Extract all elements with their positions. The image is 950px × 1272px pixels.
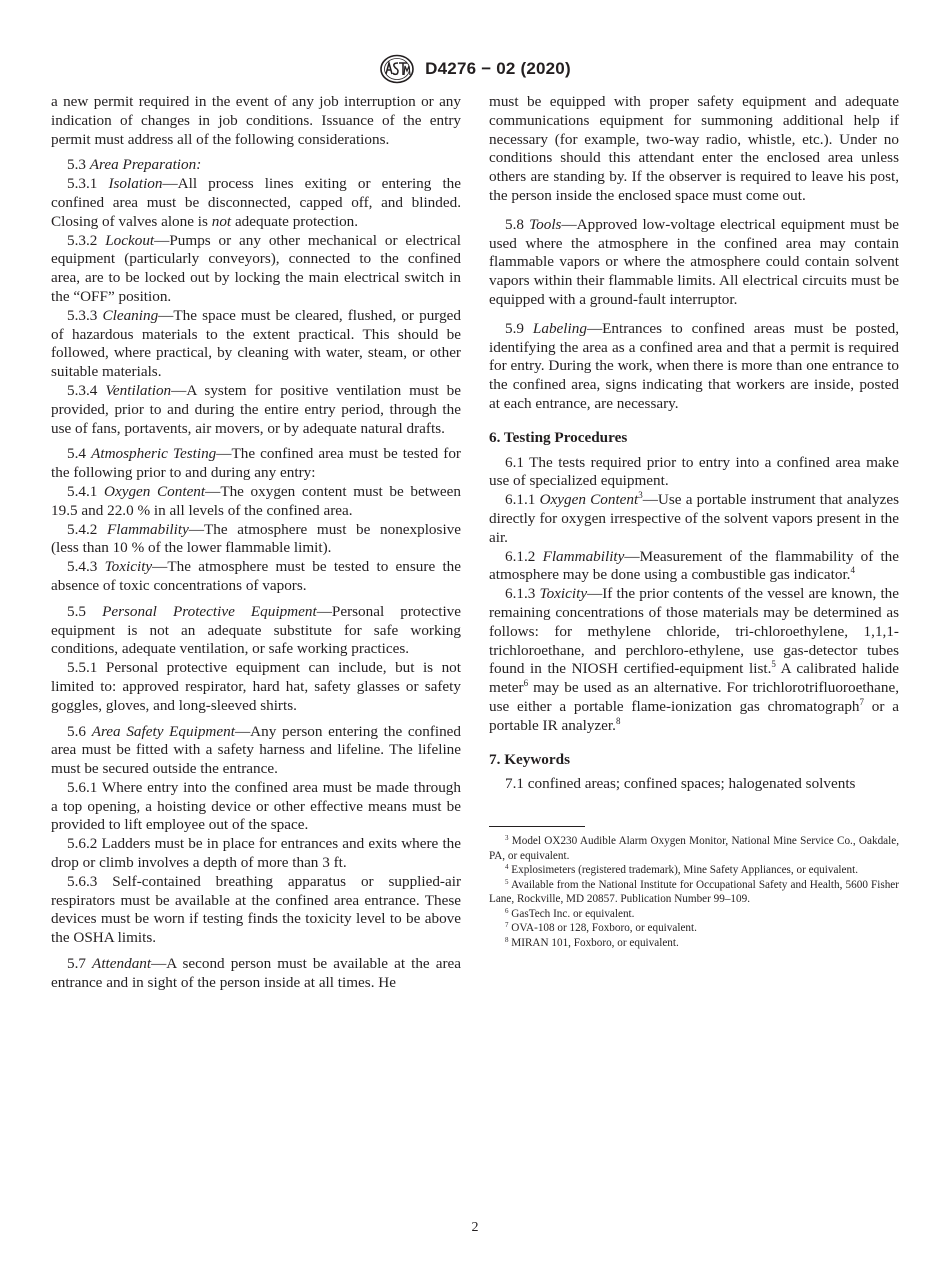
page-header xyxy=(0,54,950,84)
section-5-7: 5.7 Attendant—A second person must be available at the area entrance and in sight of the person inside at all times. He xyxy=(51,955,461,991)
section-5-8: 5.8 Tools—Approved low-voltage electrical equipment must be used where the atmosphere in the confined area may contain flammable vapors or where the atmosphere could contain solvent vapors within their flammable limits. All electrical circuits must be equipped with a ground-fault interruptor. xyxy=(489,215,899,308)
section-5-4-2: 5.4.2 Flammability—The atmosphere must be nonexplosive (less than 10 % of the lower flammable limit). xyxy=(51,520,461,557)
heading-keywords: 7. Keywords xyxy=(489,750,570,768)
footnote-ref: 8 xyxy=(615,715,621,726)
footnote-ref: 5 xyxy=(771,659,776,670)
paragraph-continuation: must be equipped with proper safety equipment and adequate communications equipment for summoning additional help if necessary (for example, two-way radio, whistle, etc.). Under no conditions should this attendant enter the enclosed area unless others are standing by. If the observer is required to leave his post, the person inside the enclosed space must come out. xyxy=(489,93,899,204)
section-5-6-1: 5.6.1 Where entry into the confined area must be made through a top opening, a hoisting device or other effective means must be provided to lift employee out of the space. xyxy=(51,778,461,834)
section-6-1-1: 6.1.1 Oxygen Content$^3$—Use a portable instrument that analyzes directly for oxygen irrespective of the solvent vapors present in the air. xyxy=(489,490,899,546)
heading-testing-procedures: 6. Testing Procedures xyxy=(489,428,628,446)
footnote-ref: 4 xyxy=(850,565,855,576)
footnote: $^7$ OVA-108 or 128, Foxboro, or equivalent. xyxy=(505,921,697,935)
footnote-ref: 6 xyxy=(523,678,529,689)
section-6-1-3: 6.1.3 Toxicity—If the prior contents of the vessel are known, the remaining concentrations of those materials may be determined as follows: for methylene chloride, tri-chloroethylene, 1,1,1-trichloroethane, and perchloro-ethylene, use gas-detector tubes found in the NIOSH certified-equipment list.$^5$ A calibrated halide meter$^6$ may be used as an alternative. For trichlorotrifluoroethane, use either a portable flame-ionization gas chromatograph$^7$ or a portable IR analyzer.$^8$ xyxy=(489,585,900,734)
footnote-ref: 7 xyxy=(859,696,865,707)
footnote-ref: 3 xyxy=(638,490,643,501)
footnote: $^4$ Explosimeters (registered trademark), Mine Safety Appliances, or equivalent. xyxy=(505,863,858,877)
section-5-9: 5.9 Labeling—Entrances to confined areas must be posted, identifying the area as a confined area and that a permit is required for entry. During the work, when there is more than one entrance to the confined area, signs indicating that workers are inside, posted at each entrance, are necessary. xyxy=(489,319,900,412)
footnote: $^8$ MIRAN 101, Foxboro, or equivalent. xyxy=(505,935,679,949)
section-5-6: 5.6 Area Safety Equipment—Any person entering the confined area must be fitted with a safety harness and lifeline. The lifeline must be secured outside the entrance. xyxy=(51,722,462,778)
footnotes xyxy=(489,834,899,950)
section-5-6-2: 5.6.2 Ladders must be in place for entrances and exits where the drop or climb involves a depth of more than 3 ft. xyxy=(51,835,462,872)
footnote: $^3$ Model OX230 Audible Alarm Oxygen Monitor, National Mine Service Co., Oakdale, PA, or equivalent. xyxy=(489,834,899,862)
left-column xyxy=(51,93,461,993)
footnote: $^5$ Available from the National Institute for Occupational Safety and Health, 5600 Fisher Lane, Rockville, MD 20857. Publication Number 99–109. xyxy=(489,877,900,906)
section-5-4-1: 5.4.1 Oxygen Content—The oxygen content must be between 19.5 and 22.0 % in all levels of the confined area. xyxy=(51,482,461,519)
standard-designation: D4276 − 02 (2020) xyxy=(425,59,571,78)
section-5-4-3: 5.4.3 Toxicity—The atmosphere must be tested to ensure the absence of toxic concentrations of vapors. xyxy=(51,558,461,594)
section-6-1: 6.1 The tests required prior to entry into a confined area make use of specialized equipment. xyxy=(489,453,899,490)
footnote: $^6$ GasTech Inc. or equivalent. xyxy=(505,906,635,920)
section-6-1-2: 6.1.2 Flammability—Measurement of the flammability of the atmosphere may be done using a combustible gas indicator.$^4$ xyxy=(489,547,899,584)
section-5-3-4: 5.3.4 Ventilation—A system for positive ventilation must be provided, prior to and during the entire entry period, through the use of fans, portavents, air movers, or by adequate natural drafts. xyxy=(51,381,461,437)
section-5-3-3: 5.3.3 Cleaning—The space must be cleared, flushed, or purged of hazardous materials to the extent practical. This should be followed, where practical, by cleaning with water, steam, or other suitable materials. xyxy=(51,306,461,381)
section-5-5-1: 5.5.1 Personal protective equipment can include, but is not limited to: approved respirator, hard hat, safety glasses or safety goggles, gloves, and long-sleeved shirts. xyxy=(51,659,461,714)
page-number: 2 xyxy=(471,1220,479,1235)
right-column xyxy=(489,93,899,950)
section-7-1: 7.1 confined areas; confined spaces; halogenated solvents xyxy=(505,775,856,793)
footnote-divider xyxy=(489,826,585,827)
section-5-3-1: 5.3.1 Isolation—All process lines exiting or entering the confined area must be disconnected, capped off, and blinded. Closing of valves alone is not adequate protection. xyxy=(51,175,461,230)
paragraph-continuation: a new permit required in the event of any job interruption or any indication of changes in job conditions. Issuance of the entry permit must address all of the following considerations. xyxy=(51,93,461,148)
section-5-5: 5.5 Personal Protective Equipment—Personal protective equipment is not an adequate substitute for safe working conditions, adequate ventilation, or safe working practices. xyxy=(51,602,461,658)
astm-logo-icon xyxy=(379,54,415,84)
section-5-3-2: 5.3.2 Lockout—Pumps or any other mechanical or electrical equipment (particularly conveyors), connected to the confined area, are to be locked out by locking the main electrical switch in the “OFF” position. xyxy=(51,231,461,305)
section-5-6-3: 5.6.3 Self-contained breathing apparatus or supplied-air respirators must be available at the confined area entrance. These devices must be worn if testing finds the toxicity level to be above the OSHA limits. xyxy=(51,872,462,947)
section-5-4: 5.4 Atmospheric Testing—The confined area must be tested for the following prior to and during any entry: xyxy=(51,445,461,482)
section-5-3: 5.3 Area Preparation: xyxy=(67,156,202,174)
